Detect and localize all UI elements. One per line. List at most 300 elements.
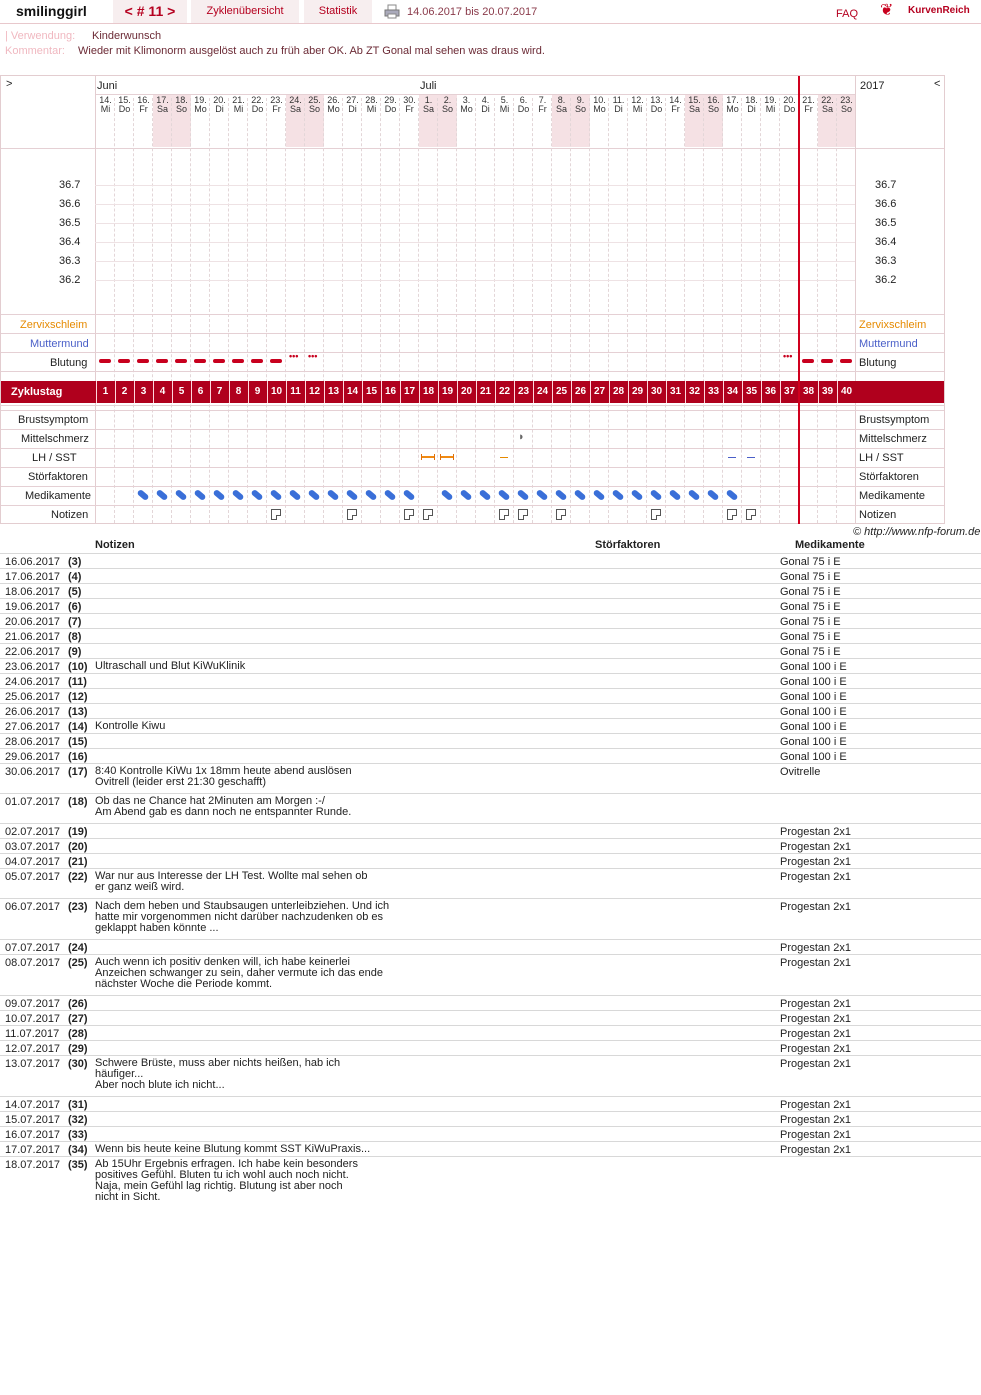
day-header (685, 96, 704, 114)
day-number: 15. (688, 95, 701, 105)
day-gridline (570, 98, 571, 523)
row-zyklustag: (32) (68, 1114, 88, 1126)
row-zyklustag: (5) (68, 586, 82, 598)
day-gridline (608, 98, 609, 523)
day-gridline (741, 98, 742, 523)
username[interactable]: smilinggirl (0, 0, 104, 23)
row-date: 25.06.2017 (5, 691, 61, 703)
row-medikament: Progestan 2x1 (780, 1058, 851, 1070)
row-date: 15.07.2017 (5, 1114, 61, 1126)
cycle-navigator (113, 0, 187, 23)
row-medikament: Progestan 2x1 (780, 1043, 851, 1055)
table-row (0, 613, 981, 628)
medi-label-left: Medikamente (25, 490, 92, 502)
lh-label-left: LH / SST (32, 452, 77, 464)
table-header (0, 538, 981, 553)
kommentar-value: Wieder mit Klimonorm ausgelöst auch zu früh aber OK. Ab ZT Gonal mal sehen was draus wird. (78, 45, 545, 57)
day-header (381, 96, 400, 114)
row-date: 19.06.2017 (5, 601, 61, 613)
mittelschmerz-icon: ◗ (518, 431, 525, 443)
blutung-mark (840, 359, 852, 363)
weekday: Fr (671, 104, 680, 114)
row-medikament: Gonal 100 i E (780, 706, 847, 718)
weekday: Do (650, 104, 663, 114)
day-header (191, 96, 210, 114)
weekday: Fr (272, 104, 281, 114)
day-gridline (494, 98, 495, 523)
day-gridline (228, 98, 229, 523)
medikament-icon (573, 489, 586, 501)
row-medikament: Gonal 100 i E (780, 721, 847, 733)
row-date: 18.07.2017 (5, 1159, 61, 1171)
row-zyklustag: (17) (68, 766, 88, 778)
row-medikament: Gonal 75 i E (780, 571, 841, 583)
weekday: Mo (460, 104, 473, 114)
day-gridline (665, 98, 666, 523)
zyklustag-number: 29 (628, 381, 646, 403)
day-number: 27. (346, 95, 359, 105)
heart-logo-icon: ❦ (880, 2, 894, 19)
blutung-mark (156, 359, 168, 363)
row-date: 08.07.2017 (5, 957, 61, 969)
row-medikament: Progestan 2x1 (780, 957, 851, 969)
medikament-icon (345, 489, 358, 501)
row-date: 01.07.2017 (5, 796, 61, 808)
zyklustag-number: 2 (115, 381, 133, 403)
day-header (362, 96, 381, 114)
lh-negative-mark (747, 457, 755, 458)
row-separator (1, 429, 944, 430)
weekday: Mi (632, 104, 643, 114)
day-number: 9. (576, 95, 585, 105)
day-number: 22. (821, 95, 834, 105)
row-medikament: Progestan 2x1 (780, 942, 851, 954)
day-gridline (836, 98, 837, 523)
lh-positive-mark (440, 454, 454, 460)
row-date: 28.06.2017 (5, 736, 61, 748)
row-date: 06.07.2017 (5, 901, 61, 913)
table-row (0, 703, 981, 718)
expand-left-button[interactable]: > (6, 78, 13, 90)
day-header (704, 96, 723, 114)
day-number: 18. (745, 95, 758, 105)
blutung-mark (118, 359, 130, 363)
day-number: 2. (443, 95, 452, 105)
top-bar (0, 0, 981, 24)
copyright[interactable]: © http://www.nfp-forum.de (853, 526, 981, 538)
day-gridline (532, 98, 533, 523)
weekday: Mi (499, 104, 510, 114)
day-gridline (513, 98, 514, 523)
day-header (419, 96, 438, 114)
zyklustag-number: 25 (552, 381, 570, 403)
temp-label-left: 36.7 (59, 179, 81, 191)
row-medikament: Gonal 75 i E (780, 631, 841, 643)
medikament-icon (687, 489, 700, 501)
row-medikament: Gonal 100 i E (780, 691, 847, 703)
day-gridline (114, 98, 115, 523)
notiz-icon (556, 509, 566, 520)
day-header (552, 96, 571, 114)
day-number: 16. (137, 95, 150, 105)
verwendung-value: Kinderwunsch (92, 30, 162, 42)
verwendung-label: | Verwendung: (5, 30, 76, 42)
day-number: 20. (783, 95, 796, 105)
weekday: Mi (233, 104, 244, 114)
weekday: Di (614, 104, 623, 114)
medikament-icon (136, 489, 149, 501)
row-zyklustag: (33) (68, 1129, 88, 1141)
medikament-icon (269, 489, 282, 501)
table-row (0, 583, 981, 598)
day-number: 18. (175, 95, 188, 105)
row-date: 13.07.2017 (5, 1058, 61, 1070)
zyklustag-number: 9 (248, 381, 266, 403)
medikament-icon (440, 489, 453, 501)
row-notiz: Wenn bis heute keine Blutung kommt SST KiWuPraxis... (95, 1143, 371, 1155)
temp-gridline (95, 204, 855, 205)
weekday: Sa (289, 104, 301, 114)
year-label: 2017 (860, 80, 885, 92)
row-zyklustag: (9) (68, 646, 82, 658)
zyklustag-number: 35 (742, 381, 760, 403)
row-date: 09.07.2017 (5, 998, 61, 1010)
day-header (172, 96, 191, 114)
temp-gridline (95, 280, 855, 281)
table-row (0, 1010, 981, 1025)
muttermund-label-right: Muttermund (859, 338, 918, 350)
medikament-icon (611, 489, 624, 501)
medikament-icon (326, 489, 339, 501)
temp-label-right: 36.5 (875, 217, 897, 229)
month-juli: Juli (420, 80, 437, 92)
day-gridline (285, 98, 286, 523)
zyklustag-number: 19 (438, 381, 456, 403)
row-zyklustag: (10) (68, 661, 88, 673)
lh-label-right: LH / SST (859, 452, 904, 464)
printer-icon[interactable] (384, 4, 400, 19)
next-cycle-button[interactable]: > (167, 3, 176, 19)
row-date: 26.06.2017 (5, 706, 61, 718)
day-gridline (760, 98, 761, 523)
row-zyklustag: (28) (68, 1028, 88, 1040)
medikament-icon (193, 489, 206, 501)
zyklustag-number: 6 (191, 381, 209, 403)
day-header (476, 96, 495, 114)
row-date: 07.07.2017 (5, 942, 61, 954)
day-gridline (551, 98, 552, 523)
expand-right-button[interactable]: < (934, 78, 941, 90)
day-number: 21. (232, 95, 245, 105)
day-header (609, 96, 628, 114)
tab-zyklenuebersicht[interactable]: Zyklenübersicht (191, 0, 299, 23)
notiz-icon (518, 509, 528, 520)
zyklustag-number: 33 (704, 381, 722, 403)
mittel-label-left: Mittelschmerz (21, 433, 89, 445)
row-separator (1, 333, 944, 334)
zyklustag-number: 30 (647, 381, 665, 403)
right-axis-line (855, 76, 856, 523)
weekday: Di (481, 104, 490, 114)
day-header (495, 96, 514, 114)
row-zyklustag: (19) (68, 826, 88, 838)
zyklustag-number: 13 (324, 381, 342, 403)
medikament-icon (174, 489, 187, 501)
blutung-mark (137, 359, 149, 363)
day-header (742, 96, 761, 114)
day-gridline (152, 98, 153, 523)
medikament-icon (497, 489, 510, 501)
row-notiz: Auch wenn ich positiv denken will, ich habe keinerlei Anzeichen schwanger zu sein, daher vermute ich das ende nächster Woche die Periode kommt. (95, 956, 384, 990)
day-gridline (171, 98, 172, 523)
row-zyklustag: (6) (68, 601, 82, 613)
table-row (0, 954, 981, 993)
prev-cycle-button[interactable]: < (124, 3, 133, 19)
row-zyklustag: (31) (68, 1099, 88, 1111)
medikament-icon (478, 489, 491, 501)
day-gridline (437, 98, 438, 523)
day-gridline (380, 98, 381, 523)
tab-statistik[interactable]: Statistik (304, 0, 372, 23)
day-gridline (589, 98, 590, 523)
row-medikament: Progestan 2x1 (780, 901, 851, 913)
row-medikament: Progestan 2x1 (780, 1013, 851, 1025)
weekday: Do (251, 104, 264, 114)
row-medikament: Ovitrelle (780, 766, 821, 778)
day-number: 16. (707, 95, 720, 105)
row-zyklustag: (16) (68, 751, 88, 763)
temp-gridline (95, 223, 855, 224)
faq-link[interactable]: FAQ (836, 8, 859, 20)
day-header (96, 96, 115, 114)
table-row (0, 1126, 981, 1141)
medikament-icon (459, 489, 472, 501)
zyklustag-number: 24 (533, 381, 551, 403)
row-date: 10.07.2017 (5, 1013, 61, 1025)
day-number: 22. (251, 95, 264, 105)
row-medikament: Progestan 2x1 (780, 1099, 851, 1111)
day-header (837, 96, 856, 114)
day-header (134, 96, 153, 114)
header-medikamente: Medikamente (795, 539, 865, 551)
zyklustag-number: 4 (153, 381, 171, 403)
zyklustag-number: 26 (571, 381, 589, 403)
row-zyklustag: (12) (68, 691, 88, 703)
zyklustag-number: 31 (666, 381, 684, 403)
brust-label-left: Brustsymptom (18, 414, 89, 426)
row-zyklustag: (15) (68, 736, 88, 748)
zyklustag-number: 8 (229, 381, 247, 403)
weekday: Do (517, 104, 530, 114)
zervix-label-right: Zervixschleim (859, 319, 927, 331)
zyklustag-number: 28 (609, 381, 627, 403)
weekday: So (707, 104, 719, 114)
notiz-icon (746, 509, 756, 520)
blutung-mark (821, 359, 833, 363)
blutung-mark (802, 359, 814, 363)
row-notiz: Ab 15Uhr Ergebnis erfragen. Ich habe kein besonders positives Gefühl. Bluten tu ich wohl auch noch nicht. Naja, mein Gefühl lag richtig. Blutung ist aber noch nicht in Sicht. (95, 1158, 358, 1203)
row-notiz: 8:40 Kontrolle KiWu 1x 18mm heute abend auslösen Ovitrell (leider erst 21:30 geschafft) (95, 765, 352, 788)
notiz-icon (423, 509, 433, 520)
cycle-number: # 11 (136, 3, 164, 19)
weekday: Fr (405, 104, 414, 114)
row-date: 20.06.2017 (5, 616, 61, 628)
row-date: 17.06.2017 (5, 571, 61, 583)
row-date: 29.06.2017 (5, 751, 61, 763)
row-medikament: Gonal 100 i E (780, 676, 847, 688)
day-header (115, 96, 134, 114)
day-gridline (779, 98, 780, 523)
day-number: 24. (289, 95, 302, 105)
zyklustag-number: 14 (343, 381, 361, 403)
spotting-mark: ••• (783, 351, 793, 361)
day-number: 14. (99, 95, 112, 105)
weekday: Mi (765, 104, 776, 114)
day-number: 23. (270, 95, 283, 105)
day-number: 5. (500, 95, 509, 105)
lh-negative-mark (500, 457, 508, 458)
zyklustag-number: 20 (457, 381, 475, 403)
medikament-icon (231, 489, 244, 501)
row-zyklustag: (24) (68, 942, 88, 954)
weekday: Sa (422, 104, 434, 114)
row-date: 21.06.2017 (5, 631, 61, 643)
row-date: 05.07.2017 (5, 871, 61, 883)
weekday: Fr (538, 104, 547, 114)
row-medikament: Gonal 75 i E (780, 601, 841, 613)
row-zyklustag: (7) (68, 616, 82, 628)
medikament-icon (288, 489, 301, 501)
notiz-icon (499, 509, 509, 520)
day-number: 8. (557, 95, 566, 105)
weekday: Sa (156, 104, 168, 114)
month-juni: Juni (97, 80, 118, 92)
row-zyklustag: (30) (68, 1058, 88, 1070)
kommentar-label: Kommentar: (5, 45, 65, 57)
temp-label-right: 36.4 (875, 236, 897, 248)
table-row (0, 658, 981, 673)
zyklustag-number: 1 (96, 381, 114, 403)
header-notizen: Notizen (95, 539, 135, 551)
day-number: 28. (365, 95, 378, 105)
table-row (0, 718, 981, 733)
table-row (0, 898, 981, 937)
zyklustag-number: 16 (381, 381, 399, 403)
day-number: 15. (118, 95, 131, 105)
weekday: Do (384, 104, 397, 114)
zyklustag-number: 15 (362, 381, 380, 403)
row-date: 02.07.2017 (5, 826, 61, 838)
day-header (229, 96, 248, 114)
day-number: 21. (802, 95, 815, 105)
temp-label-left: 36.5 (59, 217, 81, 229)
day-gridline (247, 98, 248, 523)
day-number: 11. (612, 95, 625, 105)
day-header (153, 96, 172, 114)
day-number: 19. (194, 95, 207, 105)
zyklustag-number: 17 (400, 381, 418, 403)
day-gridline (475, 98, 476, 523)
zyklustag-label: Zyklustag (11, 386, 63, 398)
row-zyklustag: (8) (68, 631, 82, 643)
weekday: So (441, 104, 453, 114)
row-medikament: Progestan 2x1 (780, 998, 851, 1010)
row-medikament: Progestan 2x1 (780, 1129, 851, 1141)
zyklustag-number: 5 (172, 381, 190, 403)
day-header (647, 96, 666, 114)
day-header (780, 96, 799, 114)
weekday: Sa (555, 104, 567, 114)
zyklustag-number: 21 (476, 381, 494, 403)
temp-label-right: 36.2 (875, 274, 897, 286)
day-number: 4. (481, 95, 490, 105)
table-row (0, 995, 981, 1010)
notiz-icon (727, 509, 737, 520)
notizen-label-left: Notizen (51, 509, 89, 521)
blutung-label-left: Blutung (50, 357, 88, 369)
row-date: 12.07.2017 (5, 1043, 61, 1055)
row-date: 30.06.2017 (5, 766, 61, 778)
zyklustag-number: 10 (267, 381, 285, 403)
kurvenreich-logo[interactable] (880, 2, 980, 22)
day-header (533, 96, 552, 114)
row-separator (1, 314, 944, 315)
day-header (723, 96, 742, 114)
blutung-mark (270, 359, 282, 363)
brust-label-right: Brustsymptom (859, 414, 930, 426)
weekday: Mi (366, 104, 377, 114)
day-header (514, 96, 533, 114)
weekday: So (175, 104, 187, 114)
zyklustag-number: 39 (818, 381, 836, 403)
zyklustag-number: 11 (286, 381, 304, 403)
zyklustag-number: 3 (134, 381, 152, 403)
left-axis-line (95, 76, 96, 523)
row-zyklustag: (20) (68, 841, 88, 853)
row-medikament: Progestan 2x1 (780, 856, 851, 868)
temp-gridline (95, 261, 855, 262)
table-row (0, 643, 981, 658)
row-zyklustag: (27) (68, 1013, 88, 1025)
weekday: Di (348, 104, 357, 114)
day-header (457, 96, 476, 114)
row-medikament: Gonal 100 i E (780, 736, 847, 748)
day-number: 19. (764, 95, 777, 105)
weekday: Mi (100, 104, 111, 114)
day-number: 26. (327, 95, 340, 105)
zyklustag-number: 23 (514, 381, 532, 403)
day-gridline (399, 98, 400, 523)
row-date: 04.07.2017 (5, 856, 61, 868)
day-number: 17. (156, 95, 169, 105)
day-number: 6. (519, 95, 528, 105)
row-date: 27.06.2017 (5, 721, 61, 733)
weekday: Do (118, 104, 131, 114)
day-number: 12. (631, 95, 644, 105)
day-header (628, 96, 647, 114)
temp-label-left: 36.3 (59, 255, 81, 267)
notiz-icon (651, 509, 661, 520)
blutung-mark (99, 359, 111, 363)
row-separator (1, 467, 944, 468)
medikament-icon (649, 489, 662, 501)
day-gridline (190, 98, 191, 523)
notiz-icon (404, 509, 414, 520)
blutung-mark (213, 359, 225, 363)
table-row (0, 628, 981, 643)
medikament-icon (155, 489, 168, 501)
table-row (0, 1156, 981, 1206)
